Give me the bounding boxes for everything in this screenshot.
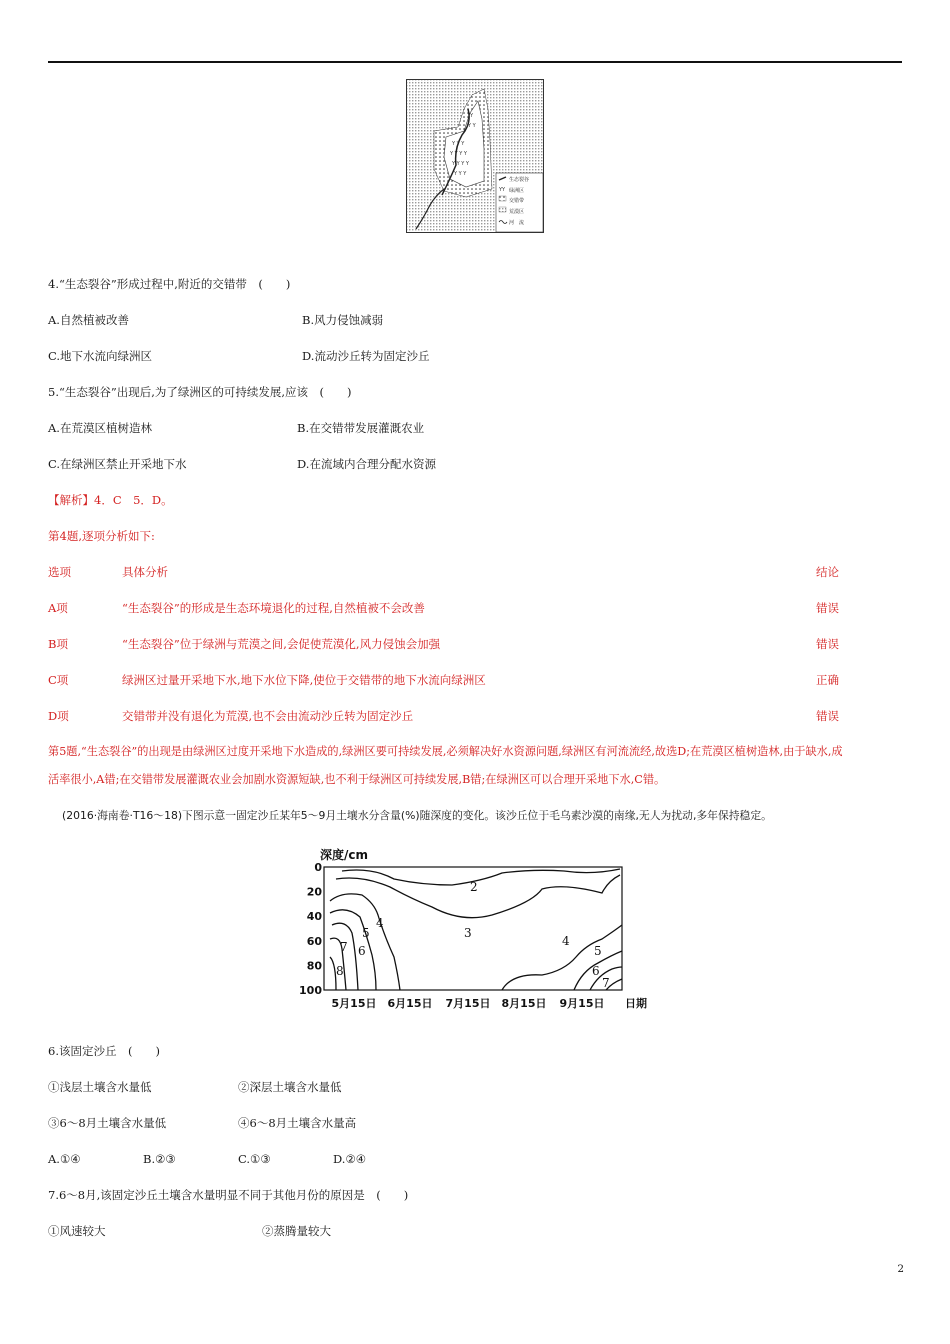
contour-label-7: 7 <box>340 940 348 954</box>
y-tick-label: 0 <box>314 861 322 874</box>
q5-option-b: B.在交错带发展灌溉农业 <box>297 421 425 435</box>
q6-option-a: A.①④ <box>48 1152 81 1166</box>
q5-option-d: D.在流域内合理分配水资源 <box>297 457 436 471</box>
q5-option-c: C.在绿洲区禁止开采地下水 <box>48 457 187 471</box>
page-number: 2 <box>897 1263 904 1275</box>
q7-statement-2: ②蒸腾量较大 <box>262 1224 331 1238</box>
q4-stem: 4.“生态裂谷”形成过程中,附近的交错带 ( ) <box>48 277 291 291</box>
contour-line-3 <box>336 875 620 918</box>
q6-option-b: B.②③ <box>143 1152 176 1166</box>
q6-statement-4: ④6～8月土壤含水量高 <box>238 1116 357 1130</box>
x-tick-label: 5月15日 <box>331 997 377 1010</box>
x-tick-label: 9月15日 <box>559 997 605 1010</box>
x-axis-label: 日期 <box>625 997 647 1010</box>
table-row-d-analysis: 交错带并没有退化为荒漠,也不会由流动沙丘转为固定沙丘 <box>122 709 414 723</box>
svg-text:Y: Y <box>470 113 474 119</box>
header-rule <box>48 61 902 63</box>
legend-oasis: 绿洲区 <box>509 188 525 194</box>
legend-ecotone: 交错带 <box>509 198 525 204</box>
y-tick-label: 60 <box>306 934 322 948</box>
analysis-intro: 第4题,逐项分析如下: <box>48 529 155 543</box>
q5-option-a: A.在荒漠区植树造林 <box>48 421 152 435</box>
q6-option-d: D.②④ <box>333 1152 367 1166</box>
q4-option-a: A.自然植被改善 <box>48 313 129 327</box>
intro-2016: (2016·海南卷·T16～18)下图示意一固定沙丘某年5～9月土壤水分含量(%)随深度的变化。该沙丘位于毛乌素沙漠的南缘,无人为扰动,多年保持稳定。 <box>62 809 772 822</box>
contour-label-6: 6 <box>358 944 366 958</box>
y-axis-label: 深度/cm <box>320 848 369 862</box>
x-tick-label: 7月15日 <box>445 997 491 1010</box>
table-header-option: 选项 <box>48 565 71 579</box>
contour-label-4-right: 4 <box>562 934 570 948</box>
q6-statement-1: ①浅层土壤含水量低 <box>48 1080 152 1094</box>
table-row-a-analysis: “生态裂谷”的形成是生态环境退化的过程,自然植被不会改善 <box>122 601 425 615</box>
table-row-c-conclusion: 正确 <box>816 673 839 687</box>
contour-line-2 <box>342 869 620 885</box>
table-row-a-conclusion: 错误 <box>816 601 839 615</box>
y-tick-label: 100 <box>299 984 322 997</box>
table-header-conclusion: 结论 <box>816 565 839 579</box>
q5-stem: 5.“生态裂谷”出现后,为了绿洲区的可持续发展,应该 ( ) <box>48 385 352 399</box>
q4-option-b: B.风力侵蚀减弱 <box>302 313 384 327</box>
y-tick-label: 20 <box>306 885 322 899</box>
table-row-b-conclusion: 错误 <box>816 637 839 651</box>
x-tick-label: 8月15日 <box>501 997 547 1010</box>
legend-river: 河 流 <box>509 220 525 226</box>
contour-label-7-right: 7 <box>602 976 610 990</box>
table-row-d-option: D项 <box>48 709 69 723</box>
y-tick-label: 40 <box>306 910 322 924</box>
table-row-d-conclusion: 错误 <box>816 709 839 723</box>
soil-moisture-contour-chart <box>299 845 652 1015</box>
q4-option-c: C.地下水流向绿洲区 <box>48 349 153 363</box>
contour-label-4: 4 <box>376 916 384 930</box>
table-row-b-option: B项 <box>48 637 68 651</box>
contour-label-2: 2 <box>470 880 478 894</box>
q5-analysis-line1: 第5题,“生态裂谷”的出现是由绿洲区过度开采地下水造成的,绿洲区要可持续发展,必须解决好水资源问题,绿洲区有河流流经,故选D;在荒漠区植树造林,由于缺水,成 <box>48 745 843 758</box>
table-row-c-option: C项 <box>48 673 69 687</box>
analysis-answer: 【解析】4．C 5．D。 <box>48 493 173 507</box>
contour-label-3: 3 <box>464 926 472 940</box>
svg-text:YY: YY <box>499 187 506 193</box>
q6-stem: 6.该固定沙丘 ( ) <box>48 1044 160 1058</box>
ecological-rift-map <box>406 79 544 233</box>
contour-label-5-right: 5 <box>594 944 602 958</box>
svg-text:Y Y Y: Y Y Y <box>452 141 465 147</box>
contour-label-8: 8 <box>336 964 344 978</box>
svg-text:Y Y Y Y: Y Y Y Y <box>450 151 467 157</box>
q4-option-d: D.流动沙丘转为固定沙丘 <box>302 349 430 363</box>
legend-rift: 生态裂谷 <box>509 177 530 183</box>
legend-desert: 荒漠区 <box>509 209 525 215</box>
y-tick-label: 80 <box>306 959 322 973</box>
contour-label-6-right: 6 <box>592 964 600 978</box>
q5-analysis-line2: 活率很小,A错;在交错带发展灌溉农业会加剧水资源短缺,也不利于绿洲区可持续发展,B错;在绿洲区可以合理开采地下水,C错。 <box>48 773 666 786</box>
table-row-c-analysis: 绿洲区过量开采地下水,地下水位下降,使位于交错带的地下水流向绿洲区 <box>122 673 486 687</box>
table-header-analysis: 具体分析 <box>122 565 168 579</box>
x-tick-label: 6月15日 <box>387 997 433 1010</box>
svg-text:Y Y Y Y: Y Y Y Y <box>452 161 469 167</box>
q6-option-c: C.①③ <box>238 1152 271 1166</box>
svg-text:Y Y Y: Y Y Y <box>454 171 467 177</box>
q6-statement-2: ②深层土壤含水量低 <box>238 1080 342 1094</box>
svg-text:Y Y: Y Y <box>468 123 476 129</box>
table-row-a-option: A项 <box>48 601 68 615</box>
contour-label-5: 5 <box>362 926 370 940</box>
table-row-b-analysis: “生态裂谷”位于绿洲与荒漠之间,会促使荒漠化,风力侵蚀会加强 <box>122 637 441 651</box>
q7-statement-1: ①风速较大 <box>48 1224 106 1238</box>
q6-statement-3: ③6～8月土壤含水量低 <box>48 1116 167 1130</box>
q7-stem: 7.6～8月,该固定沙丘土壤含水量明显不同于其他月份的原因是 ( ) <box>48 1188 409 1202</box>
